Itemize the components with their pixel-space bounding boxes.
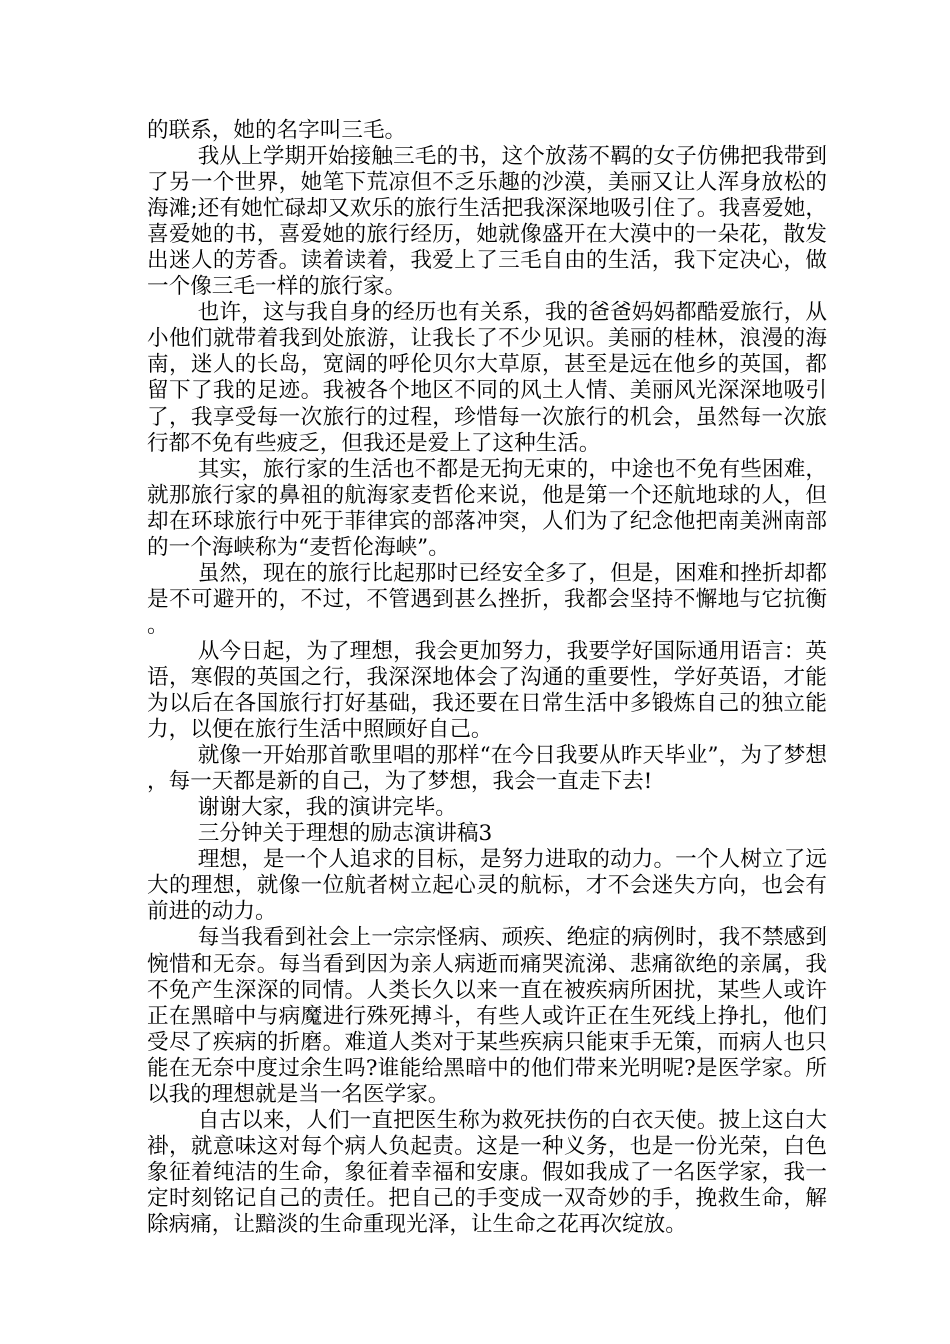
section-title: 三分钟关于理想的励志演讲稿3 (197, 821, 493, 847)
paragraph: 从今日起，为了理想，我会更加努力，我要学好国际通用语言：英语，寒假的英国之行，我深深地体会了沟通的重要性，学好英语，才能为以后在各国旅行打好基础，我还要在日常生活中多锻炼自己的独立能力，以便在旅行生活中照顾好自己。 (147, 638, 827, 743)
paragraph: 虽然，现在的旅行比起那时已经安全多了，但是，困难和挫折却都是不可避开的，不过，不管遇到甚么挫折，我都会坚持不懈地与它抗衡。 (147, 560, 827, 638)
paragraph: 我从上学期开始接触三毛的书，这个放荡不羁的女子仿佛把我带到了另一个世界，她笔下荒凉但不乏乐趣的沙漠，美丽又让人浑身放松的海滩;还有她忙碌却又欢乐的旅行生活把我深深地吸引住了。我喜爱她，喜爱她的书，喜爱她的旅行经历，她就像盛开在大漠中的一朵花，散发出迷人的芳香。读着读着，我爱上了三毛自由的生活，我下定决心，做一个像三毛一样的旅行家。 (147, 144, 827, 300)
paragraph-continuation: 的联系，她的名字叫三毛。 (147, 118, 407, 143)
paragraph: 每当我看到社会上一宗宗怪病、顽疾、绝症的病例时，我不禁感到惋惜和无奈。每当看到因为亲人病逝而痛哭流涕、悲痛欲绝的亲属，我不免产生深深的同情。人类长久以来一直在被疾病所困扰，某些人或许正在黑暗中与病魔进行殊死搏斗，有些人或许正在生死线上挣扎，他们受尽了疾病的折磨。难道人类对于某些疾病只能束手无策，而病人也只能在无奈中度过余生吗?谁能给黑暗中的他们带来光明呢?是医学家。所以我的理想就是当一名医学家。 (147, 925, 827, 1107)
paragraph: 自古以来，人们一直把医生称为救死扶伤的白衣天使。披上这白大褂，就意味这对每个病人负起责。这是一种义务，也是一份光荣，白色象征着纯洁的生命，象征着幸福和安康。假如我成了一名医学家，我一定时刻铭记自己的责任。把自己的手变成一双奇妙的手，挽救生命，解除病痛，让黯淡的生命重现光泽，让生命之花再次绽放。 (147, 1107, 827, 1237)
paragraph: 也许，这与我自身的经历也有关系，我的爸爸妈妈都酷爱旅行，从小他们就带着我到处旅游，让我长了不少见识。美丽的桂林，浪漫的海南，迷人的长岛，宽阔的呼伦贝尔大草原，甚至是远在他乡的英国，都留下了我的足迹。我被各个地区不同的风土人情、美丽风光深深地吸引了，我享受每一次旅行的过程，珍惜每一次旅行的机会，虽然每一次旅行都不免有些疲乏，但我还是爱上了这种生活。 (147, 300, 827, 456)
paragraph: 理想，是一个人追求的目标，是努力进取的动力。一个人树立了远大的理想，就像一位航者树立起心灵的航标，才不会迷失方向，也会有前进的动力。 (147, 847, 827, 925)
closing-line: 谢谢大家，我的演讲完毕。 (197, 795, 457, 821)
document-page (147, 118, 827, 1238)
paragraph: 就像一开始那首歌里唱的那样“在今日我要从昨天毕业”，为了梦想，每一天都是新的自己，为了梦想，我会一直走下去! (147, 743, 827, 795)
paragraph: 其实，旅行家的生活也不都是无拘无束的，中途也不免有些困难，就那旅行家的鼻祖的航海家麦哲伦来说，他是第一个还航地球的人，但却在环球旅行中死于菲律宾的部落冲突，人们为了纪念他把南美洲南部的一个海峡称为“麦哲伦海峡”。 (147, 456, 827, 560)
